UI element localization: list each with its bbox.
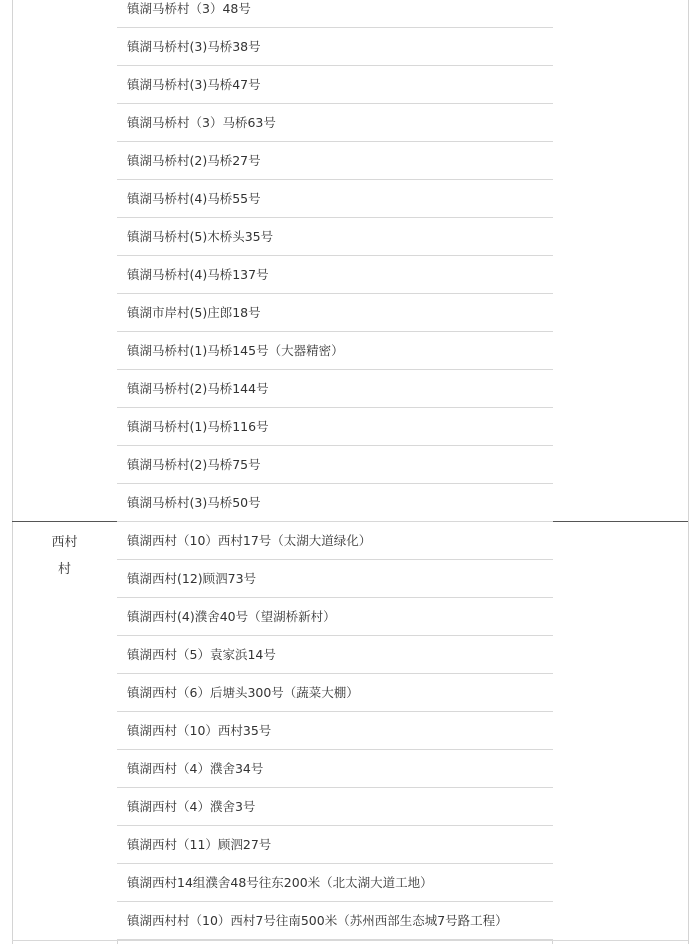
table-row: 镇湖西村（4）濮舍34号 bbox=[117, 750, 553, 788]
table-row: 镇湖马桥村(1)马桥145号（大器精密） bbox=[117, 332, 553, 370]
group-separator-right bbox=[553, 521, 688, 522]
table-row: 镇湖西村村（10）西村7号往南500米（苏州西部生态城7号路工程） bbox=[117, 902, 553, 940]
table-row: 镇湖西村（11）顾泗27号 bbox=[117, 826, 553, 864]
table-row: 镇湖马桥村(2)马桥27号 bbox=[117, 142, 553, 180]
table-row: 镇湖马桥村(3)马桥50号 bbox=[117, 484, 553, 522]
table-row: 镇湖西村（4）濮舍3号 bbox=[117, 788, 553, 826]
table-row: 镇湖西村（5）袁家浜14号 bbox=[117, 636, 553, 674]
table-row: 镇湖马桥村(1)马桥116号 bbox=[117, 408, 553, 446]
table-row: 镇湖马桥村(4)马桥55号 bbox=[117, 180, 553, 218]
table-row: 镇湖西村14组濮舍48号往东200米（北太湖大道工地） bbox=[117, 864, 553, 902]
village-label-line1: 西村 bbox=[51, 535, 78, 550]
table-row: 镇湖马桥村(4)马桥137号 bbox=[117, 256, 553, 294]
village-cell-xicun bbox=[12, 529, 117, 583]
table-row: 镇湖马桥村(3)马桥47号 bbox=[117, 66, 553, 104]
table-row: 镇湖马桥村（3）马桥63号 bbox=[117, 104, 553, 142]
table-row: 镇湖马桥村(2)马桥75号 bbox=[117, 446, 553, 484]
table-row: 镇湖马桥村(5)木桥头35号 bbox=[117, 218, 553, 256]
table-row: 镇湖西村（10）西村17号（太湖大道绿化） bbox=[117, 522, 553, 560]
table-row: 镇湖西村（6）后塘头300号（蔬菜大棚） bbox=[117, 674, 553, 712]
table-row: 镇湖马桥村(2)马桥144号 bbox=[117, 370, 553, 408]
table-row: 镇湖西村（10）西村35号 bbox=[117, 712, 553, 750]
table-border-left bbox=[12, 0, 13, 944]
next-row-edge bbox=[12, 940, 688, 945]
address-list bbox=[117, 0, 553, 940]
table-row: 镇湖马桥村(3)马桥38号 bbox=[117, 28, 553, 66]
table-row: 镇湖西村(12)顾泗73号 bbox=[117, 560, 553, 598]
table-row: 镇湖西村(4)濮舍40号（望湖桥新村） bbox=[117, 598, 553, 636]
table-row: 镇湖马桥村（3）48号 bbox=[117, 0, 553, 28]
village-label-line2: 村 bbox=[57, 562, 71, 577]
table-row: 镇湖市岸村(5)庄郎18号 bbox=[117, 294, 553, 332]
table-border-right bbox=[688, 0, 689, 944]
group-separator-left bbox=[12, 521, 117, 522]
